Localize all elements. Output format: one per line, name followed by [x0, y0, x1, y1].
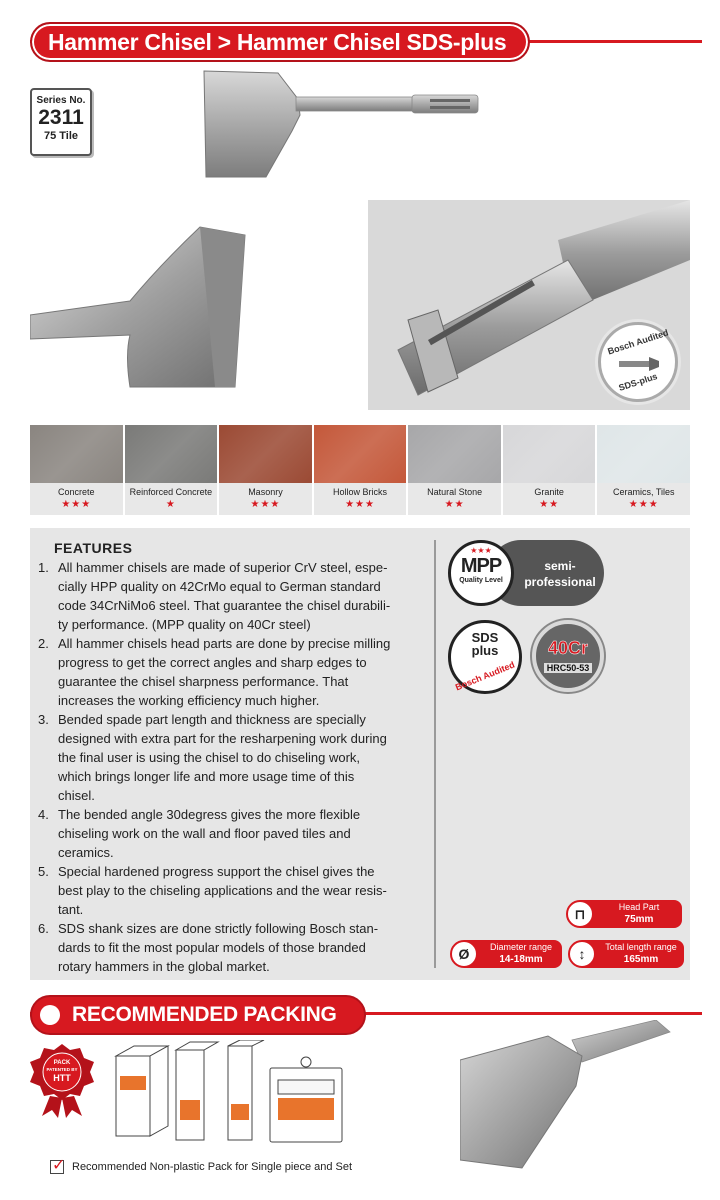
head-part-label: Head Part [618, 902, 660, 912]
feature-line: increases the working efficiency much higher. [58, 693, 320, 708]
material-item [125, 425, 218, 515]
seal-top: PACK [53, 1060, 71, 1066]
feature-item [36, 862, 436, 919]
feature-line: Special hardened progress support the chisel gives the [58, 864, 375, 879]
material-label: Granite [534, 487, 564, 497]
features-title: FEATURES [54, 540, 133, 556]
feature-line: progress to get the correct angles and sharp edges to [58, 655, 367, 670]
length-value: 165mm [623, 954, 659, 965]
quality-tier-line2: professional [524, 575, 596, 589]
mpp-circle [448, 540, 514, 606]
sds-plus-badge [448, 620, 522, 694]
packing-title [30, 995, 366, 1035]
head-part-bar [580, 900, 682, 928]
material-texture [597, 425, 690, 483]
mpp-sub: Quality Level [459, 577, 503, 584]
feature-line: rotary hammers in the global market. [58, 959, 270, 974]
feature-item [36, 805, 436, 862]
packing-title-text: RECOMMENDED PACKING [72, 1003, 337, 1026]
chisel-product-image-bottom [460, 1020, 700, 1170]
steel-grade: 40Cr [547, 638, 589, 658]
feature-text [58, 919, 436, 976]
material-label: Concrete [58, 487, 95, 497]
length-bar [582, 940, 684, 968]
checkbox-icon [50, 1160, 64, 1174]
feature-line: chisel. [58, 788, 95, 803]
series-number: 2311 [38, 106, 84, 129]
material-label: Masonry [248, 487, 283, 497]
material-texture [314, 425, 407, 483]
audit-badge-bottom: SDS-plus [617, 371, 659, 393]
material-texture [408, 425, 501, 483]
feature-line: SDS shank sizes are done strictly following Bosch stan- [58, 921, 379, 936]
feature-line: All hammer chisels are made of superior CrV steel, espe- [58, 560, 388, 575]
length-label: Total length range [605, 942, 677, 952]
features-panel [30, 528, 690, 980]
features-list [36, 558, 436, 976]
material-label: Hollow Bricks [333, 487, 388, 497]
sds-audit: Bosch Audited [453, 659, 517, 693]
steel-hardness: HRC50-53 [544, 663, 593, 673]
sds-line2: plus [471, 643, 499, 658]
feature-line: the final user is using the chisel to do chiseling work, [58, 750, 361, 765]
feature-number: 2. [38, 636, 49, 651]
material-rating: ★★★ [628, 499, 659, 510]
feature-number: 5. [38, 864, 49, 879]
feature-item [36, 710, 436, 805]
head-part-spec [566, 900, 682, 928]
feature-line: best play to the chiseling applications and the wear resis- [58, 883, 387, 898]
feature-text [58, 805, 436, 862]
series-label: Series No. [36, 95, 86, 106]
material-texture [30, 425, 123, 483]
feature-line: designed with extra part for the resharpening work during [58, 731, 387, 746]
feature-line: All hammer chisels head parts are done by precise milling [58, 636, 391, 651]
material-rating: ★★ [444, 499, 465, 510]
diameter-value: 14-18mm [499, 954, 543, 965]
material-texture [503, 425, 596, 483]
chisel-product-image [200, 65, 490, 185]
seal-brand: HTT [53, 1073, 71, 1083]
series-badge [30, 88, 92, 156]
diameter-label: Diameter range [489, 942, 553, 952]
feature-line: chiseling work on the wall and floor paved tiles and [58, 826, 351, 841]
feature-line: cially HPP quality on 42CrMo equal to German standard [58, 579, 381, 594]
patented-seal [28, 1042, 96, 1118]
feature-item [36, 634, 436, 710]
mpp-quality-badge [448, 540, 604, 606]
material-rating: ★★ [539, 499, 560, 510]
feature-line: The bended angle 30degress gives the more flexible [58, 807, 361, 822]
material-label: Natural Stone [427, 487, 483, 497]
feature-line: tant. [58, 902, 84, 917]
material-item [503, 425, 596, 515]
seal-mid: PATENTED BY [46, 1067, 78, 1072]
chisel-head-closeup [30, 205, 250, 395]
feature-line: code 34CrNiMo6 steel. That guarantee the chisel durabili- [58, 598, 391, 613]
material-rating: ★ [165, 499, 176, 510]
head-part-icon: ⊓ [566, 900, 594, 928]
pack-drawings [110, 1040, 350, 1150]
feature-text [58, 710, 436, 805]
feature-number: 4. [38, 807, 49, 822]
feature-text [58, 558, 436, 634]
mpp-stars: ★★★ [470, 546, 492, 555]
material-rating: ★★★ [250, 499, 281, 510]
features-divider [434, 540, 436, 968]
feature-line: ceramics. [58, 845, 114, 860]
feature-item [36, 919, 436, 976]
diameter-icon: Ø [450, 940, 478, 968]
length-icon: ↕ [568, 940, 596, 968]
bosch-audited-badge [598, 322, 678, 402]
feature-number: 3. [38, 712, 49, 727]
material-label: Ceramics, Tiles [613, 487, 675, 497]
diameter-spec [450, 940, 562, 968]
chisel-icon [619, 355, 659, 373]
feature-item [36, 558, 436, 634]
feature-line: guarantee the chisel sharpness performance. That [58, 674, 349, 689]
material-label: Reinforced Concrete [129, 487, 213, 497]
feature-line: Bended spade part length and thickness are specially [58, 712, 366, 727]
feature-line: dards to fit the most popular models of those branded [58, 940, 366, 955]
material-rating: ★★★ [61, 499, 92, 510]
feature-number: 1. [38, 560, 49, 575]
sds-line1: SDS [471, 630, 499, 645]
packing-footer-text: Recommended Non-plastic Pack for Single piece and Set [72, 1160, 353, 1173]
length-spec [568, 940, 684, 968]
feature-text [58, 634, 436, 710]
material-item [30, 425, 123, 515]
material-item [408, 425, 501, 515]
material-texture [125, 425, 218, 483]
packing-footer [50, 1160, 352, 1174]
feature-line: ty performance. (MPP quality on 40Cr steel) [58, 617, 311, 632]
bullet-icon [40, 1005, 60, 1025]
audit-badge-top: Bosch Audited [606, 327, 670, 357]
steel-grade-badge [532, 620, 604, 692]
material-item [597, 425, 690, 515]
material-texture [219, 425, 312, 483]
material-rating: ★★★ [345, 499, 375, 510]
head-part-value: 75mm [624, 914, 654, 925]
feature-text [58, 862, 436, 919]
material-item [219, 425, 312, 515]
feature-line: which brings longer life and more usage time of this [58, 769, 355, 784]
diameter-bar [464, 940, 562, 968]
materials-strip [30, 425, 690, 515]
page-title: Hammer Chisel > Hammer Chisel SDS-plus [30, 22, 530, 62]
quality-tier-line1: semi- [544, 559, 576, 573]
series-model: 75 Tile [43, 130, 79, 142]
mpp-label: MPP [460, 555, 502, 577]
material-item [314, 425, 407, 515]
feature-number: 6. [38, 921, 49, 936]
